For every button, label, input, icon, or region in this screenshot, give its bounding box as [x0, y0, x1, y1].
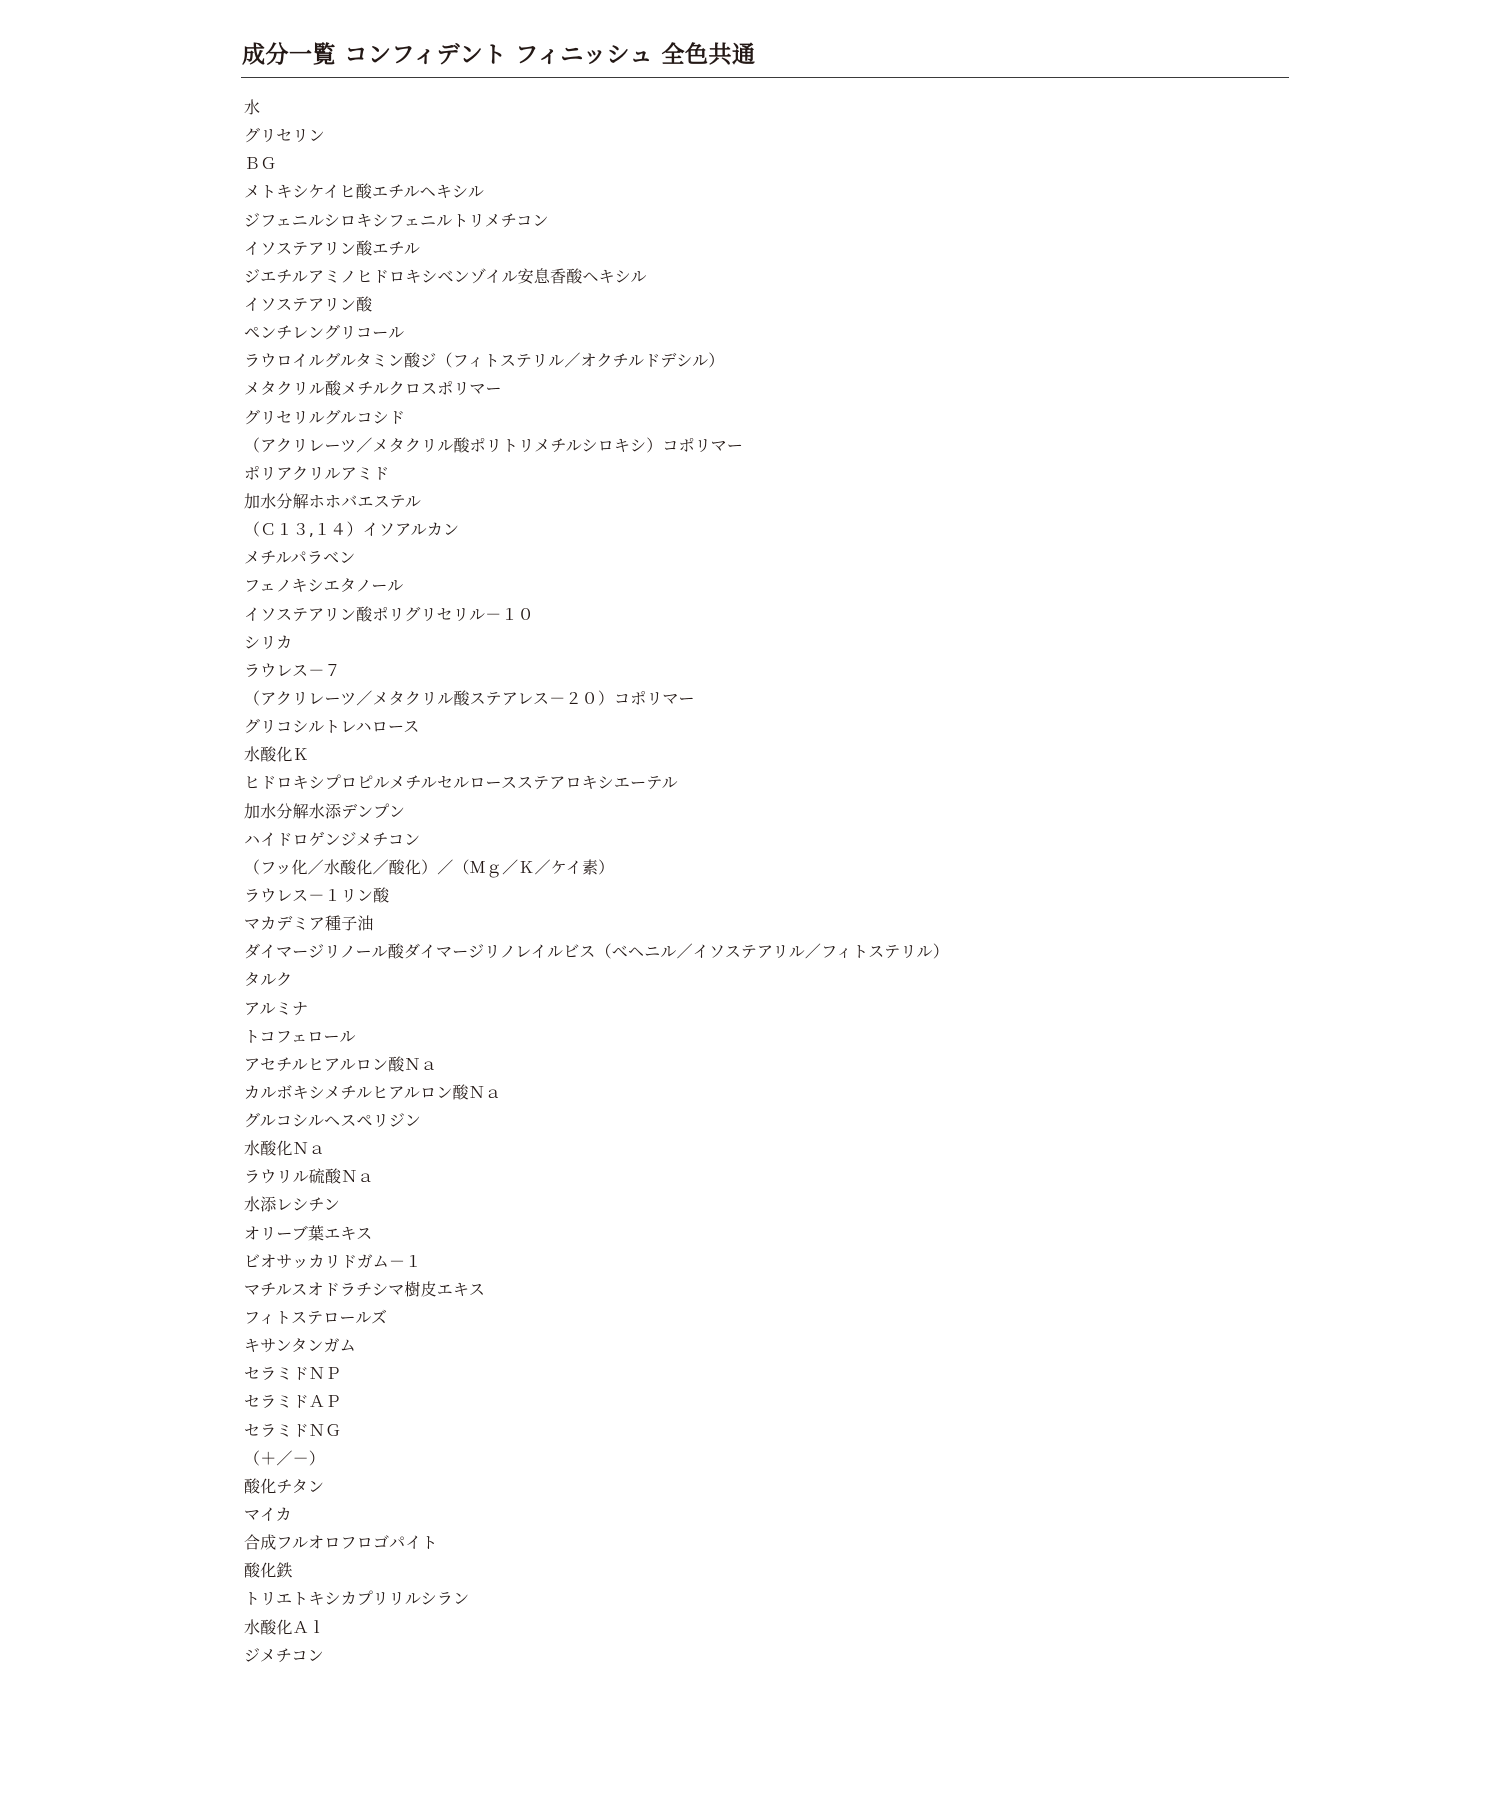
ingredient-item: 酸化鉄 — [244, 1561, 293, 1581]
ingredient-item: メトキシケイヒ酸エチルヘキシル — [244, 182, 485, 202]
ingredient-item: 水 — [244, 98, 261, 117]
ingredient-item: ＢＧ — [244, 154, 277, 174]
ingredient-item: メタクリル酸メチルクロスポリマー — [244, 379, 502, 399]
ingredient-item: カルボキシメチルヒアルロン酸Ｎａ — [244, 1082, 502, 1102]
ingredient-item: トコフェロール — [244, 1026, 356, 1046]
ingredient-item: グリコシルトレハロース — [244, 717, 420, 737]
ingredient-item: 酸化チタン — [244, 1476, 325, 1496]
ingredient-item: タルク — [244, 970, 293, 990]
ingredient-item: イソステアリン酸ポリグリセリル－１０ — [244, 604, 534, 624]
ingredients-document — [241, 38, 1289, 1665]
ingredient-item: ヒドロキシプロピルメチルセルロースステアロキシエーテル — [244, 773, 678, 793]
title-divider — [241, 77, 1289, 78]
ingredient-item: ポリアクリルアミド — [244, 463, 390, 483]
ingredient-item: オリーブ葉エキス — [244, 1223, 373, 1243]
ingredient-item: マカデミア種子油 — [244, 914, 374, 934]
ingredient-item: ラウロイルグルタミン酸ジ（フィトステリル／オクチルドデシル） — [244, 351, 725, 371]
ingredient-item: 水酸化Ｎａ — [244, 1139, 326, 1159]
ingredient-item: ハイドロゲンジメチコン — [244, 829, 421, 849]
ingredient-item: フィトステロールズ — [244, 1308, 388, 1328]
ingredient-item: セラミドＮＰ — [244, 1364, 342, 1384]
ingredient-item: （＋／－） — [244, 1448, 326, 1468]
ingredient-item: ラウレス－７ — [244, 660, 341, 680]
ingredient-item: ビオサッカリドガム－１ — [244, 1251, 422, 1271]
ingredient-item: トリエトキシカプリリルシラン — [244, 1589, 470, 1609]
ingredient-item: ペンチレングリコール — [244, 323, 405, 343]
ingredient-item: ジエチルアミノヒドロキシベンゾイル安息香酸ヘキシル — [244, 266, 647, 286]
ingredient-item: アルミナ — [244, 998, 309, 1018]
ingredient-item: イソステアリン酸 — [244, 294, 373, 314]
ingredient-item: セラミドＮＧ — [244, 1420, 342, 1440]
ingredient-item: シリカ — [244, 632, 293, 652]
ingredient-item: 水酸化Ａｌ — [244, 1617, 326, 1637]
ingredient-item: ラウリル硫酸Ｎａ — [244, 1167, 374, 1187]
page-title: 成分一覧 コンフィデント フィニッシュ 全色共通 — [242, 42, 756, 68]
ingredient-item: アセチルヒアルロン酸Ｎａ — [244, 1054, 437, 1074]
ingredient-item: マイカ — [244, 1505, 292, 1525]
ingredient-item: イソステアリン酸エチル — [244, 238, 421, 258]
ingredient-item: メチルパラベン — [244, 548, 356, 568]
ingredient-item: グリセリルグルコシド — [244, 407, 406, 427]
ingredient-item: （フッ化／水酸化／酸化）／（Ｍｇ／Ｋ／ケイ素） — [244, 857, 615, 877]
ingredient-item: ダイマージリノール酸ダイマージリノレイルビス（ベヘニル／イソステアリル／フィトステリル） — [244, 942, 949, 962]
ingredient-item: グリセリン — [244, 126, 325, 146]
ingredient-item: グルコシルヘスペリジン — [244, 1111, 421, 1131]
ingredient-item: 水添レシチン — [244, 1195, 341, 1215]
ingredient-item: （アクリレーツ／メタクリル酸ポリトリメチルシロキシ）コポリマー — [244, 435, 744, 455]
ingredient-item: ジメチコン — [244, 1645, 324, 1665]
ingredient-item: 水酸化Ｋ — [244, 745, 309, 765]
ingredient-item: 加水分解ホホバエステル — [244, 491, 422, 511]
ingredient-item: セラミドＡＰ — [244, 1392, 342, 1412]
ingredient-item: （アクリレーツ／メタクリル酸ステアレス－２０）コポリマー — [244, 688, 695, 708]
ingredient-item: （Ｃ１３,１４）イソアルカン — [244, 520, 460, 540]
ingredient-item: フェノキシエタノール — [244, 576, 404, 596]
ingredient-item: 合成フルオロフロゴパイト — [244, 1533, 438, 1553]
ingredient-item: ジフェニルシロキシフェニルトリメチコン — [244, 210, 549, 230]
ingredient-item: キサンタンガム — [244, 1336, 356, 1356]
ingredient-list — [244, 94, 949, 1670]
ingredient-item: 加水分解水添デンプン — [244, 801, 406, 821]
ingredient-item: ラウレス－１リン酸 — [244, 885, 390, 905]
ingredient-item: マチルスオドラチシマ樹皮エキス — [244, 1279, 486, 1299]
